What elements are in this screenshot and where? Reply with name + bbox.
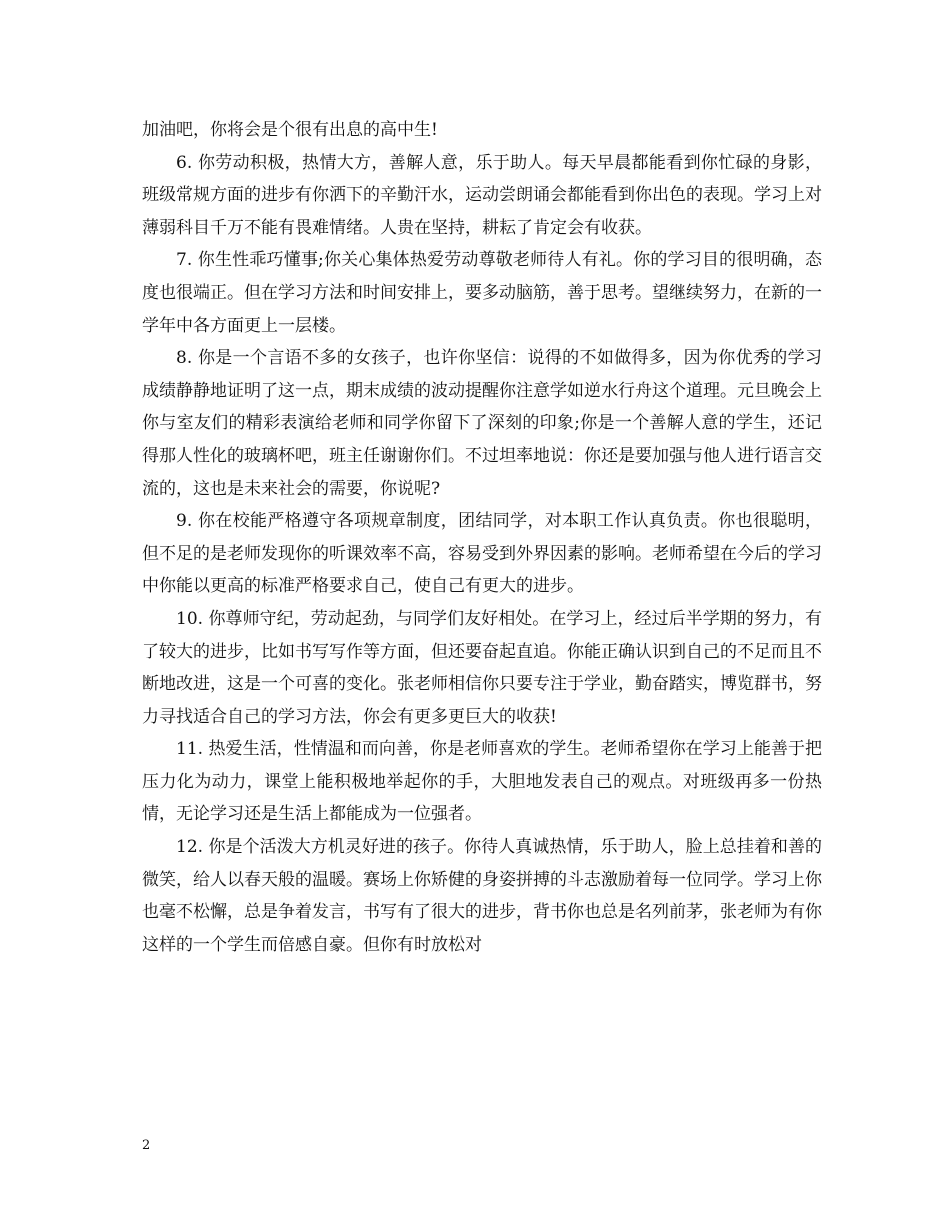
- page-number: 2: [142, 1138, 151, 1153]
- paragraph-comment-6: 6. 你劳动积极，热情大方，善解人意，乐于助人。每天早晨都能看到你忙碌的身影，班级常规方面的进步有你洒下的辛勤汗水，运动尝朗诵会都能看到你出色的表现。学习上对薄弱科目千万不能有畏难情绪。人贵在坚持，耕耘了肯定会有收获。: [142, 152, 822, 238]
- paragraph-comment-12: 12. 你是个活泼大方机灵好进的孩子。你待人真诚热情，乐于助人，脸上总挂着和善的微笑，给人以春天般的温暖。赛场上你矫健的身姿拼搏的斗志激励着每一位同学。学习上你也毫不松懈，总是争着发言，书写有了很大的进步，背书你也总是名列前茅，张老师为有你这样的一个学生而倍感自豪。但你有时放松对: [142, 837, 822, 955]
- paragraph-continuation: 加油吧，你将会是个很有出息的高中生!: [142, 120, 438, 140]
- paragraph-comment-9: 9. 你在校能严格遵守各项规章制度，团结同学，对本职工作认真负责。你也很聪明，但不足的是老师发现你的听课效率不高，容易受到外界因素的影响。老师希望在今后的学习中你能以更高的标准严格要求自己，使自己有更大的进步。: [142, 511, 822, 597]
- paragraph-comment-8: 8. 你是一个言语不多的女孩子，也许你坚信：说得的不如做得多，因为你优秀的学习成绩静静地证明了这一点，期末成绩的波动提醒你注意学如逆水行舟这个道理。元旦晚会上你与室友们的精彩表演给老师和同学你留下了深刻的印象;你是一个善解人意的学生，还记得那人性化的玻璃杯吧，班主任谢谢你们。不过坦率地说：你还是要加强与他人进行语言交流的，这也是未来社会的需要，你说呢?: [142, 348, 822, 499]
- paragraph-comment-7: 7. 你生性乖巧懂事;你关心集体热爱劳动尊敬老师待人有礼。你的学习目的很明确，态度也很端正。但在学习方法和时间安排上，要多动脑筋，善于思考。望继续努力，在新的一学年中各方面更上一层楼。: [142, 250, 822, 336]
- paragraph-comment-10: 10. 你尊师守纪，劳动起劲，与同学们友好相处。在学习上，经过后半学期的努力，有了较大的进步，比如书写写作等方面，但还要奋起直追。你能正确认识到自己的不足而且不断地改进，这是一个可喜的变化。张老师相信你只要专注于学业，勤奋踏实，博览群书，努力寻找适合自己的学习方法，你会有更多更巨大的收获!: [142, 608, 822, 727]
- page-body: [142, 114, 822, 961]
- paragraph-comment-11: 11. 热爱生活，性情温和而向善，你是老师喜欢的学生。老师希望你在学习上能善于把压力化为动力，课堂上能积极地举起你的手，大胆地发表自己的观点。对班级再多一份热情，无论学习还是生活上都能成为一位强者。: [142, 739, 822, 825]
